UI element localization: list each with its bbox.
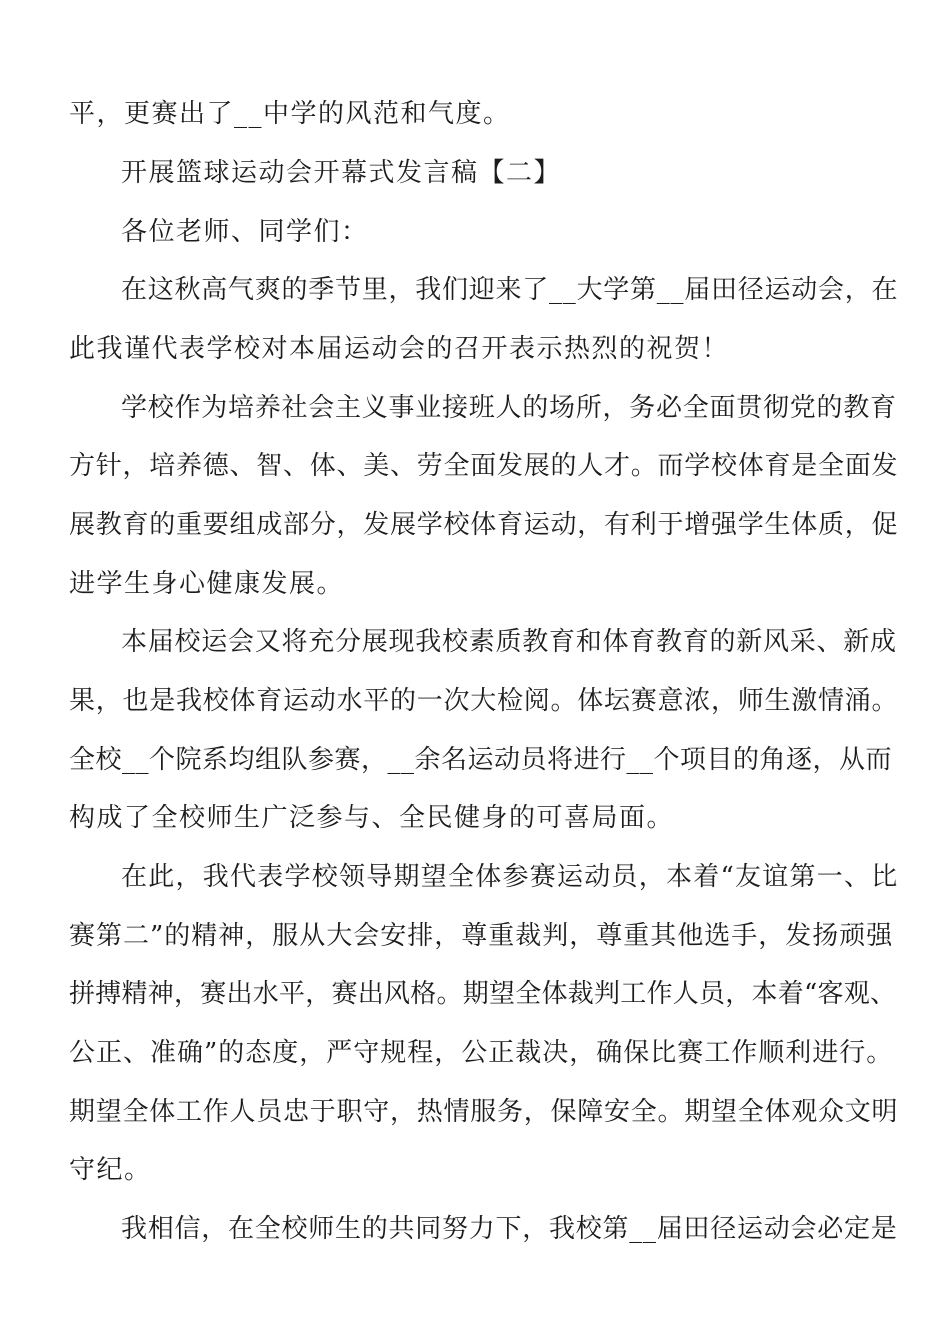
text-line: 在此，我代表学校领导期望全体参赛运动员，本着“友谊第一、比 — [121, 862, 899, 892]
text-line: 果，也是我校体育运动水平的一次大检阅。体坛赛意浓，师生激情涌。 — [69, 686, 899, 716]
salutation: 各位老师、同学们： — [121, 217, 369, 247]
text-line: 我相信，在全校师生的共同努力下，我校第__届田径运动会必定是 — [121, 1214, 898, 1244]
text-line: 进学生身心健康发展。 — [69, 569, 345, 599]
text-line: 拼搏精神，赛出水平，赛出风格。期望全体裁判工作人员，本着“客观、 — [69, 979, 897, 1009]
section-heading: 开展篮球运动会开幕式发言稿【二】 — [121, 158, 562, 188]
text-line: 守纪。 — [69, 1155, 152, 1185]
text-line: 展教育的重要组成部分，发展学校体育运动，有利于增强学生体质，促 — [69, 510, 899, 540]
text-line: 本届校运会又将充分展现我校素质教育和体育教育的新风采、新成 — [121, 627, 897, 657]
text-line: 期望全体工作人员忠于职守，热情服务，保障安全。期望全体观众文明 — [69, 1097, 899, 1127]
text-line: 方针，培养德、智、体、美、劳全面发展的人才。而学校体育是全面发 — [69, 451, 899, 481]
text-line: 在这秋高气爽的季节里，我们迎来了__大学第__届田径运动会，在 — [121, 275, 899, 305]
text-line: 赛第二”的精神，服从大会安排，尊重裁判，尊重其他选手，发扬顽强 — [69, 921, 894, 951]
text-line: 公正、准确”的态度，严守规程，公正裁决，确保比赛工作顺利进行。 — [69, 1038, 894, 1068]
text-line: 学校作为培养社会主义事业接班人的场所，务必全面贯彻党的教育 — [121, 393, 897, 423]
text-line: 全校__个院系均组队参赛，__余名运动员将进行__个项目的角逐，从而 — [69, 745, 893, 775]
text-line: 平，更赛出了__中学的风范和气度。 — [69, 99, 511, 129]
text-line: 此我谨代表学校对本届运动会的召开表示热烈的祝贺！ — [69, 334, 730, 364]
text-line: 构成了全校师生广泛参与、全民健身的可喜局面。 — [69, 803, 675, 833]
